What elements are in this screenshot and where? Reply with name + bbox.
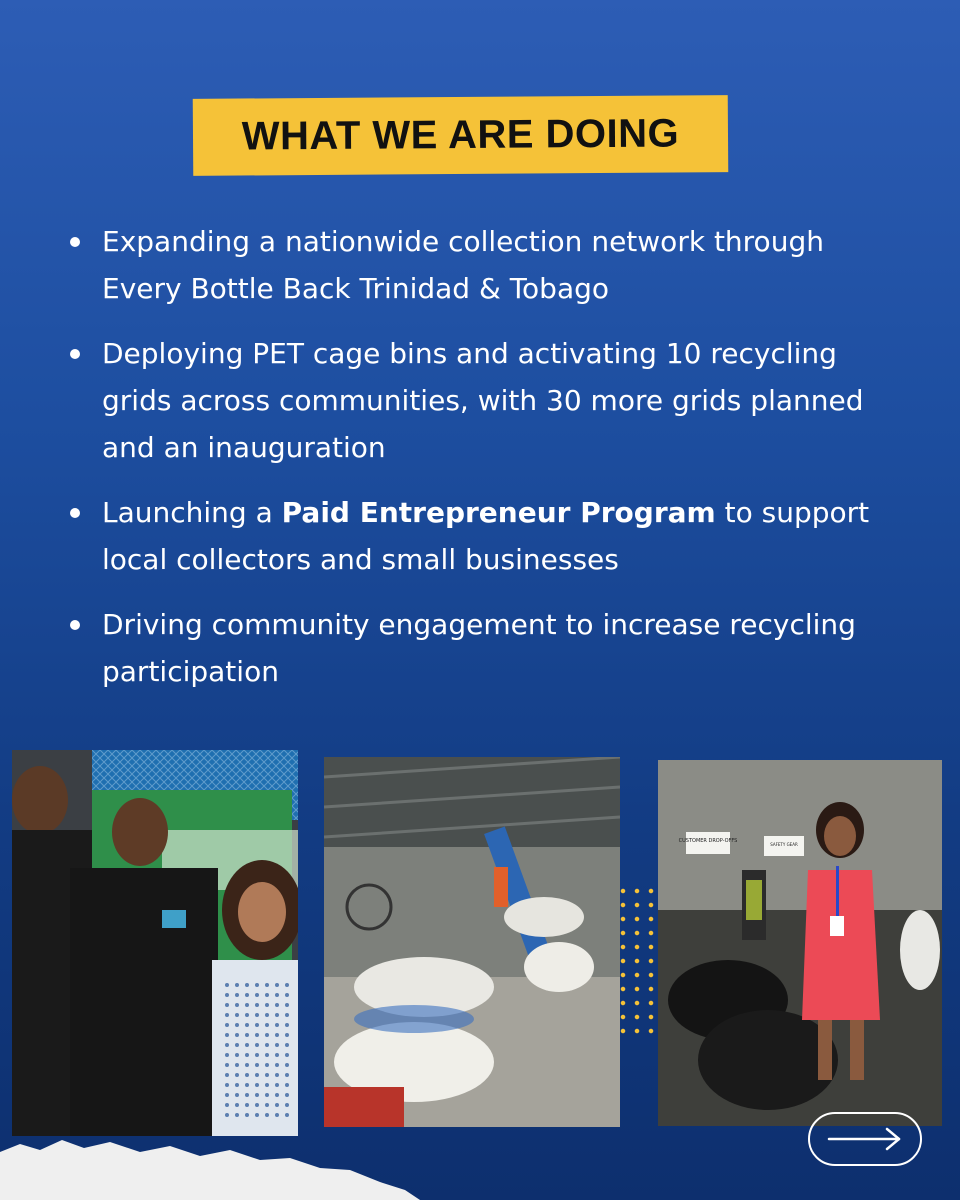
list-item: [68, 330, 908, 471]
bullet-dot-icon: [70, 349, 80, 359]
arrow-right-icon: [827, 1127, 903, 1151]
bullet-list: [68, 218, 908, 713]
bullet-text: Driving community engagement to increase recycling participation: [102, 608, 856, 688]
list-item: [68, 601, 908, 695]
dropoff-center-photo: [658, 760, 942, 1126]
bullet-dot-icon: [70, 620, 80, 630]
decorative-dot-grid: [616, 884, 656, 1034]
team-photo-illustration: [12, 750, 298, 1136]
dropoff-photo-illustration: [658, 760, 942, 1126]
bullet-dot-icon: [70, 237, 80, 247]
torn-paper-decoration: [0, 1130, 420, 1200]
next-button[interactable]: [808, 1112, 922, 1166]
title-banner: [193, 95, 729, 176]
warehouse-photo: [324, 757, 620, 1127]
warehouse-photo-illustration: [324, 757, 620, 1127]
sign-customer-dropoffs: CUSTOMER DROP-OFFS: [678, 838, 738, 844]
bullet-text-bold: Paid Entrepreneur Program: [281, 496, 716, 529]
sign-safety-gear: SAFETY GEAR: [770, 842, 798, 847]
page-title: WHAT WE ARE DOING: [241, 111, 680, 159]
bullet-text: Expanding a nationwide collection network through Every Bottle Back Trinidad & Tobago: [102, 225, 824, 305]
list-item: [68, 218, 908, 312]
bullet-text-after: to support local collectors and small businesses: [102, 496, 870, 576]
team-photo: [12, 750, 298, 1136]
bullet-text-before: Launching a: [102, 496, 282, 529]
list-item: [68, 489, 908, 583]
bullet-text: Deploying PET cage bins and activating 10 recycling grids across communities, with 30 more grids planned and an inauguration: [102, 337, 864, 464]
bullet-dot-icon: [70, 508, 80, 518]
